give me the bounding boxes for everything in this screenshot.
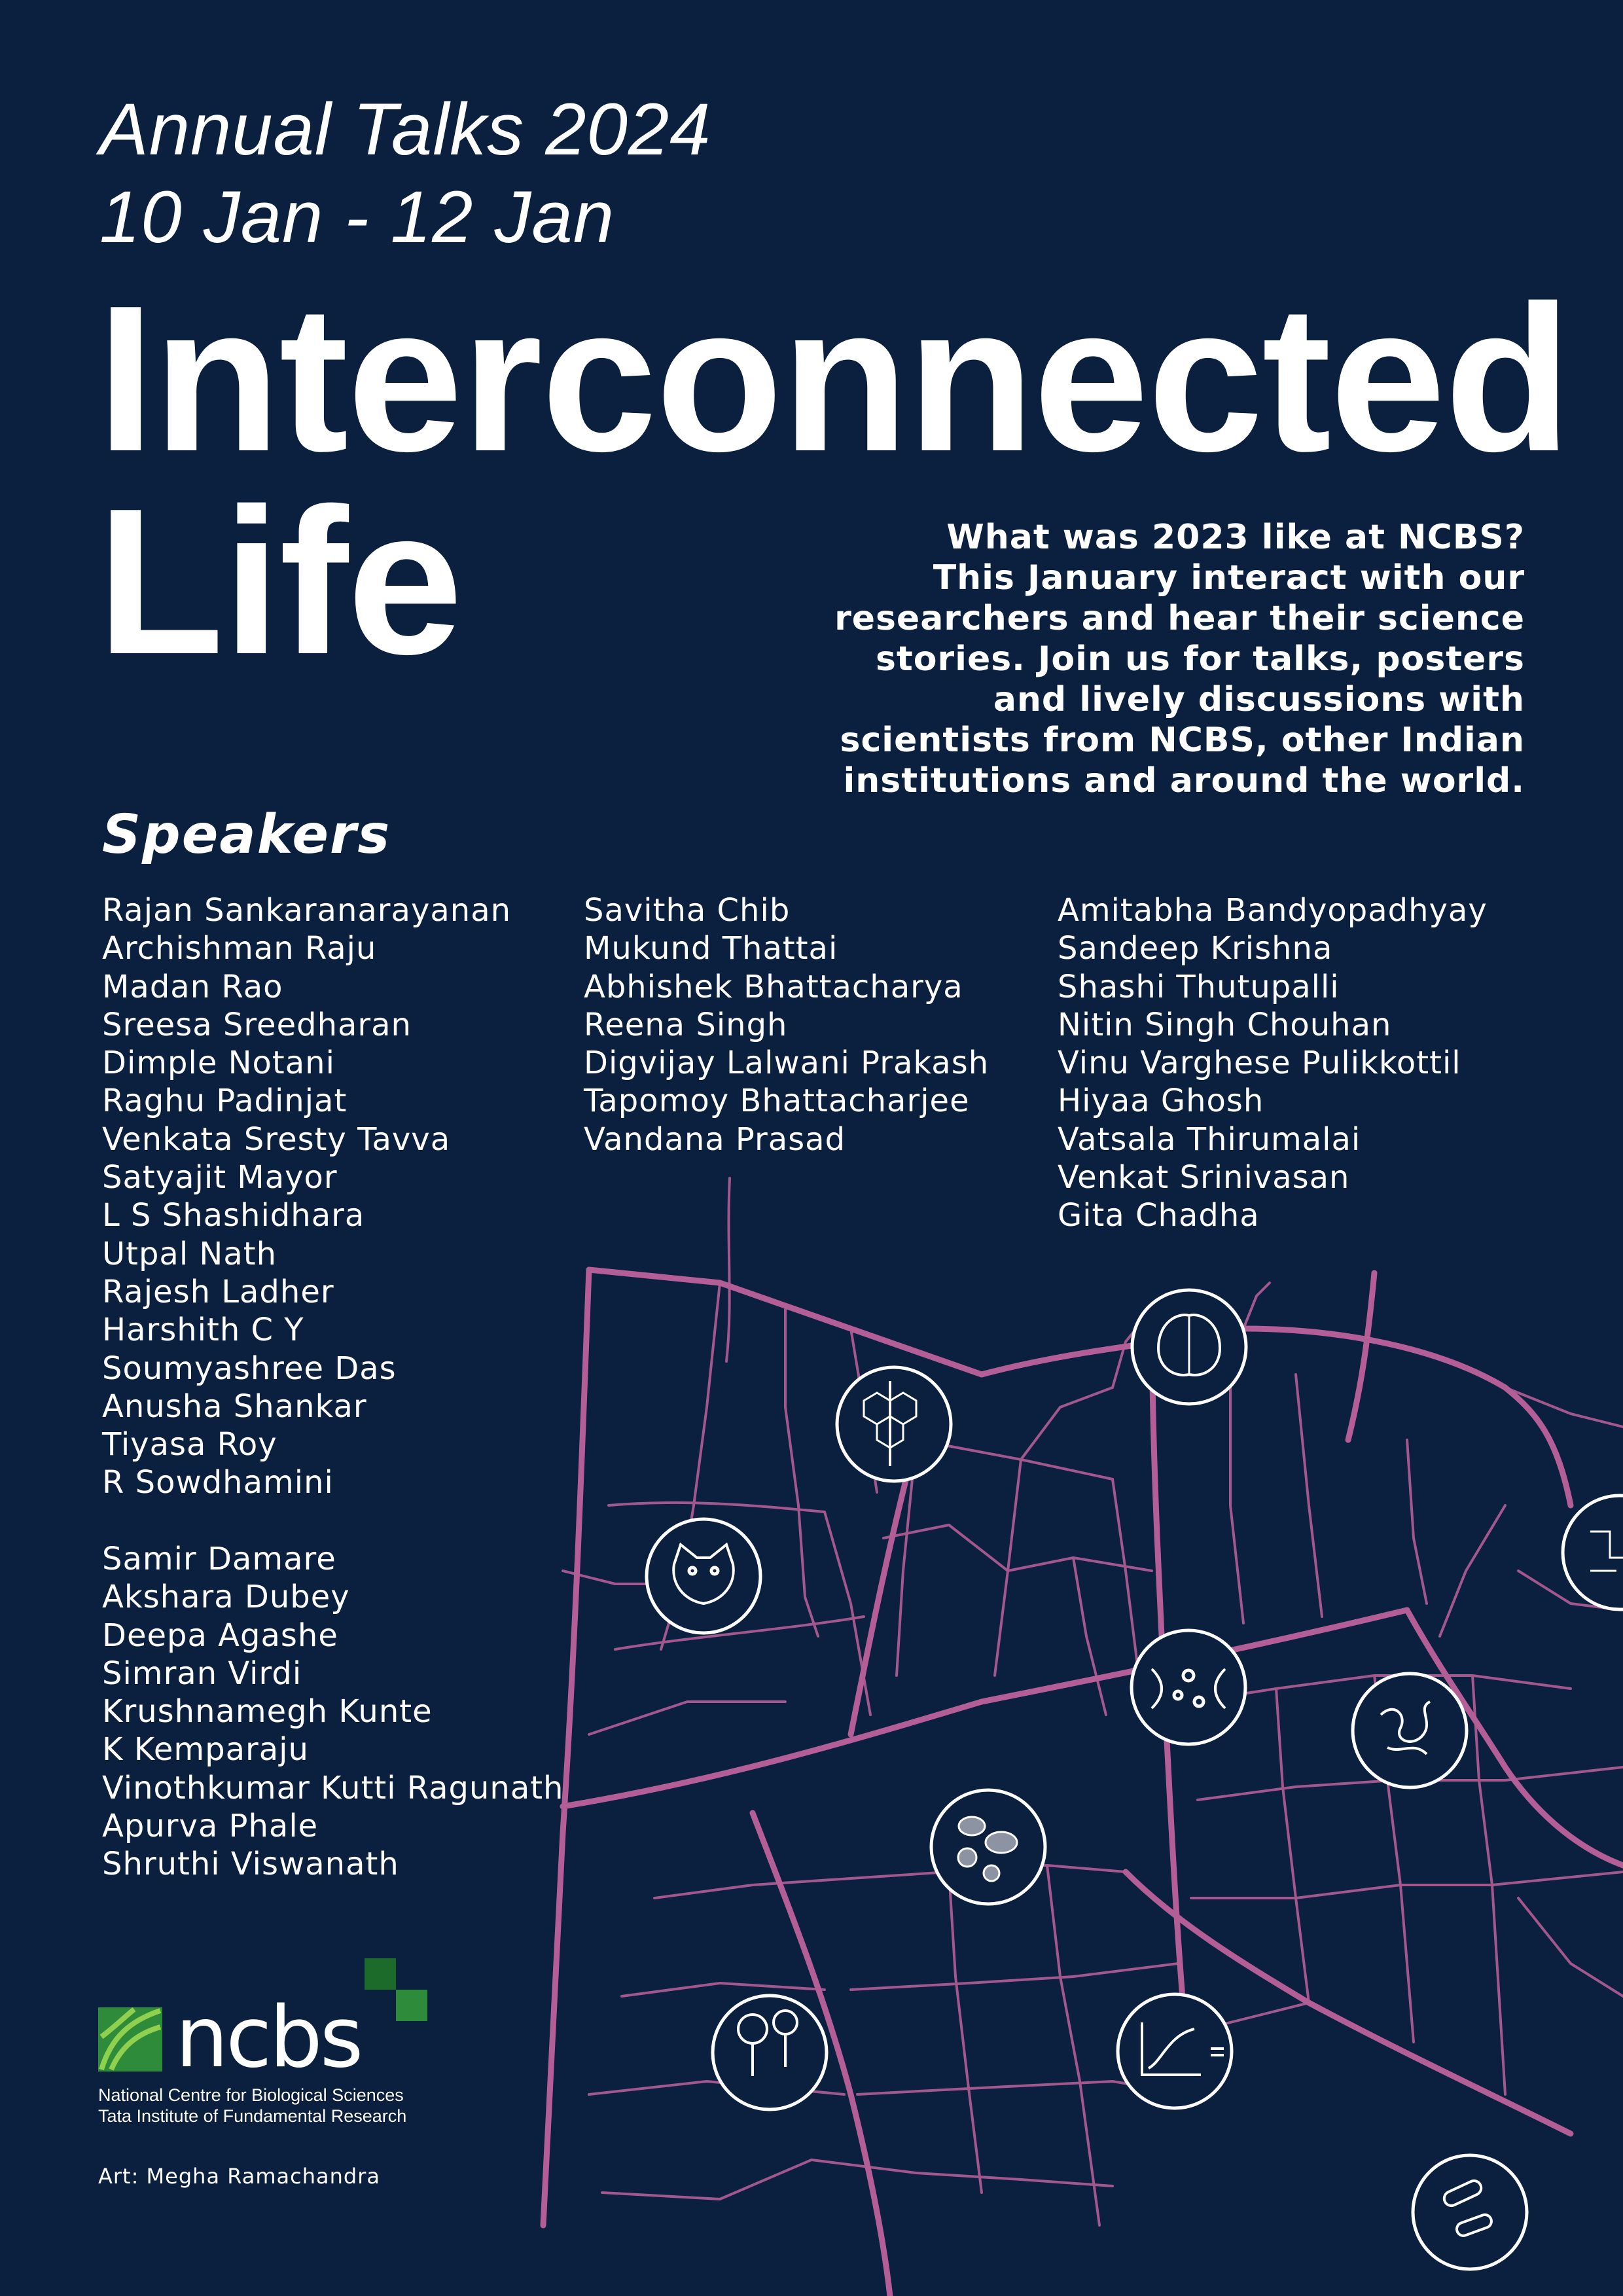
speaker-list-col1a (102, 891, 511, 1502)
event-subtitle-annual-talks: Annual Talks 2024 (99, 88, 711, 170)
event-title-line2: Life (97, 465, 462, 698)
speaker-name: Vinu Varghese Pulikkottil (1058, 1045, 1461, 1082)
speakers-heading: Speakers (102, 804, 391, 866)
speaker-name: Akshara Dubey (102, 1579, 350, 1616)
speaker-name: Abhishek Bhattacharya (584, 968, 963, 1005)
speaker-name: Harshith C Y (102, 1312, 304, 1349)
speaker-name: Vandana Prasad (584, 1121, 846, 1158)
circuit-icon (1563, 1496, 1623, 1609)
ncbs-wordmark: ncbs (175, 1989, 361, 2087)
intro-line: and lively discussions with (993, 680, 1525, 719)
speaker-name: Gita Chadha (1058, 1197, 1260, 1234)
speaker-name: Krushnamegh Kunte (102, 1693, 433, 1731)
speaker-name: Anusha Shankar (102, 1388, 367, 1425)
speaker-name: Raghu Padinjat (102, 1083, 348, 1120)
event-title-line1: Interconnected (97, 262, 1571, 495)
speaker-name: Nitin Singh Chouhan (1058, 1006, 1392, 1043)
intro-paragraph (740, 517, 1525, 801)
speaker-name: Tiyasa Roy (102, 1426, 277, 1463)
speaker-list-col3 (1058, 891, 1488, 1235)
speaker-name: Mukund Thattai (584, 930, 838, 967)
ncbs-logo (98, 1958, 438, 2128)
speaker-name: Samir Damare (102, 1541, 336, 1577)
speaker-name: Sandeep Krishna (1058, 930, 1333, 967)
intro-line: scientists from NCBS, other Indian (840, 721, 1525, 760)
speaker-name: Deepa Agashe (102, 1617, 338, 1654)
brain-icon (1132, 1290, 1246, 1404)
graph-icon (1118, 1994, 1232, 2108)
event-dates: 10 Jan - 12 Jan (99, 176, 615, 258)
intro-line: This January interact with our (933, 558, 1525, 598)
speaker-name: Savitha Chib (584, 892, 791, 929)
tifr-name: Tata Institute of Fundamental Research (98, 2106, 407, 2126)
speaker-list-col2 (584, 891, 989, 1158)
ncbs-full-name: National Centre for Biological Sciences (98, 2085, 404, 2105)
speaker-name: Tapomoy Bhattacharjee (584, 1083, 970, 1120)
speaker-name: L S Shashidhara (102, 1197, 365, 1234)
speaker-name: Amitabha Bandyopadhyay (1058, 892, 1488, 929)
speaker-name: R Sowdhamini (102, 1464, 334, 1501)
speaker-name: Apurva Phale (102, 1808, 319, 1845)
speaker-name: Shashi Thutupalli (1058, 968, 1340, 1005)
speaker-name: Sreesa Sreedharan (102, 1006, 412, 1043)
speaker-list-col1b (102, 1540, 563, 1884)
speaker-name: Rajan Sankaranarayanan (102, 892, 512, 929)
speaker-name: Soumyashree Das (102, 1350, 397, 1387)
speaker-name: Hiyaa Ghosh (1058, 1083, 1264, 1120)
speaker-name: Digvijay Lalwani Prakash (584, 1045, 990, 1082)
bacteria-icon (1413, 2155, 1527, 2269)
honeycomb-bee-icon (837, 1367, 951, 1481)
speaker-name: Shruthi Viswanath (102, 1846, 399, 1883)
intro-line: institutions and around the world. (843, 761, 1525, 800)
protein-fold-icon (1353, 1674, 1467, 1787)
speaker-name: Madan Rao (102, 968, 283, 1005)
speaker-name: Vinothkumar Kutti Ragunath (102, 1769, 564, 1806)
intro-line: stories. Join us for talks, posters (875, 639, 1525, 679)
speaker-name: Reena Singh (584, 1006, 788, 1043)
speaker-name: Archishman Raju (102, 930, 377, 967)
art-credit: Art: Megha Ramachandra (98, 2164, 380, 2189)
cell-division-icon (1132, 1630, 1245, 1744)
speaker-name: Rajesh Ladher (102, 1273, 334, 1310)
microbes-icon (931, 1790, 1045, 1904)
trees-icon (713, 1996, 827, 2109)
speaker-name: K Kemparaju (102, 1731, 309, 1768)
speaker-name: Venkat Srinivasan (1058, 1159, 1350, 1196)
speaker-name: Vatsala Thirumalai (1058, 1121, 1361, 1158)
tiger-icon (647, 1519, 760, 1633)
speaker-name: Simran Virdi (102, 1655, 302, 1692)
speaker-name: Utpal Nath (102, 1235, 277, 1272)
speaker-name: Venkata Sresty Tavva (102, 1121, 451, 1158)
speaker-name: Dimple Notani (102, 1045, 335, 1082)
intro-line: researchers and hear their science (834, 599, 1525, 638)
speaker-name: Satyajit Mayor (102, 1159, 338, 1196)
intro-line: What was 2023 like at NCBS? (946, 518, 1525, 557)
